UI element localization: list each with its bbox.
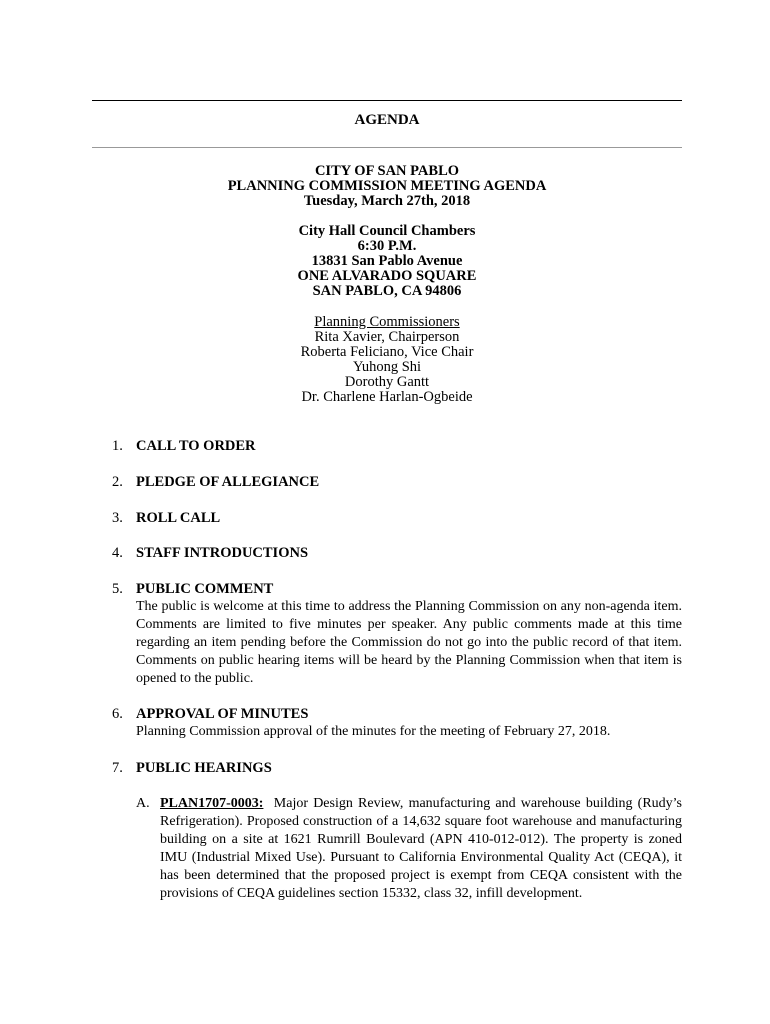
commissioner: Roberta Feliciano, Vice Chair bbox=[300, 344, 474, 360]
commissioners-list bbox=[92, 315, 682, 405]
commissioner: Dr. Charlene Harlan-Ogbeide bbox=[301, 389, 473, 405]
divider bbox=[92, 147, 682, 148]
item-number: 5. bbox=[112, 581, 123, 597]
hearing-text: Major Design Review, manufacturing and warehouse building (Rudy’s Refrigeration). Proposed construction of a 14,632 square foot warehouse and manufacturing building on a site at 1621 Rumrill Boulevard (APN 410-012-012). The property is zoned IMU (Industrial Mixed Use). Pursuant to California Environmental Quality Act (CEQA), it has been determined that the proposed project is exempt from CEQA consistent with the provisions of CEQA guidelines section 15332, class 32, infill development. bbox=[160, 796, 682, 901]
commissioner: Rita Xavier, Chairperson bbox=[314, 329, 460, 345]
item-number: 3. bbox=[112, 510, 123, 526]
item-title: PUBLIC HEARINGS bbox=[136, 760, 272, 776]
item-title: PLEDGE OF ALLEGIANCE bbox=[136, 474, 320, 490]
item-title: ROLL CALL bbox=[136, 510, 221, 526]
public-comment-description: The public is welcome at this time to address the Planning Commission on any non-agenda item. Comments are limited to five minutes per speaker. Any public comments made at this time regarding an item pending before the Commission do not go into the public record of that item. Comments on public hearing items will be heard by the Planning Commission when that item is opened to the public. bbox=[136, 599, 682, 686]
commissioner: Yuhong Shi bbox=[352, 359, 422, 375]
address-line-2: ONE ALVARADO SQUARE bbox=[297, 268, 477, 284]
page-title: AGENDA bbox=[354, 112, 420, 128]
item-number: 7. bbox=[112, 760, 123, 776]
meeting-date: Tuesday, March 27th, 2018 bbox=[303, 193, 471, 209]
city-name: CITY OF SAN PABLO bbox=[314, 163, 460, 179]
sub-item-letter: A. bbox=[136, 796, 150, 811]
meeting-name: PLANNING COMMISSION MEETING AGENDA bbox=[227, 178, 547, 194]
approval-of-minutes-description: Planning Commission approval of the minutes for the meeting of February 27, 2018. bbox=[136, 724, 611, 739]
meeting-time: 6:30 P.M. bbox=[357, 238, 417, 254]
commissioner: Dorothy Gantt bbox=[344, 374, 430, 390]
top-rule bbox=[92, 100, 682, 101]
item-number: 2. bbox=[112, 474, 123, 490]
meeting-header bbox=[92, 164, 682, 209]
case-number: PLAN1707-0003: bbox=[160, 796, 264, 811]
item-number: 1. bbox=[112, 438, 123, 454]
item-number: 6. bbox=[112, 706, 123, 722]
hearing-description bbox=[160, 795, 682, 903]
item-title: CALL TO ORDER bbox=[136, 438, 256, 454]
item-title: APPROVAL OF MINUTES bbox=[136, 706, 309, 722]
item-number: 4. bbox=[112, 545, 123, 561]
commissioners-heading: Planning Commissioners bbox=[314, 314, 460, 330]
item-title: PUBLIC COMMENT bbox=[136, 581, 274, 597]
meeting-location bbox=[92, 224, 682, 299]
venue: City Hall Council Chambers bbox=[298, 223, 476, 239]
item-title: STAFF INTRODUCTIONS bbox=[136, 545, 309, 561]
address-line-3: SAN PABLO, CA 94806 bbox=[312, 283, 462, 299]
address-line-1: 13831 San Pablo Avenue bbox=[311, 253, 463, 269]
